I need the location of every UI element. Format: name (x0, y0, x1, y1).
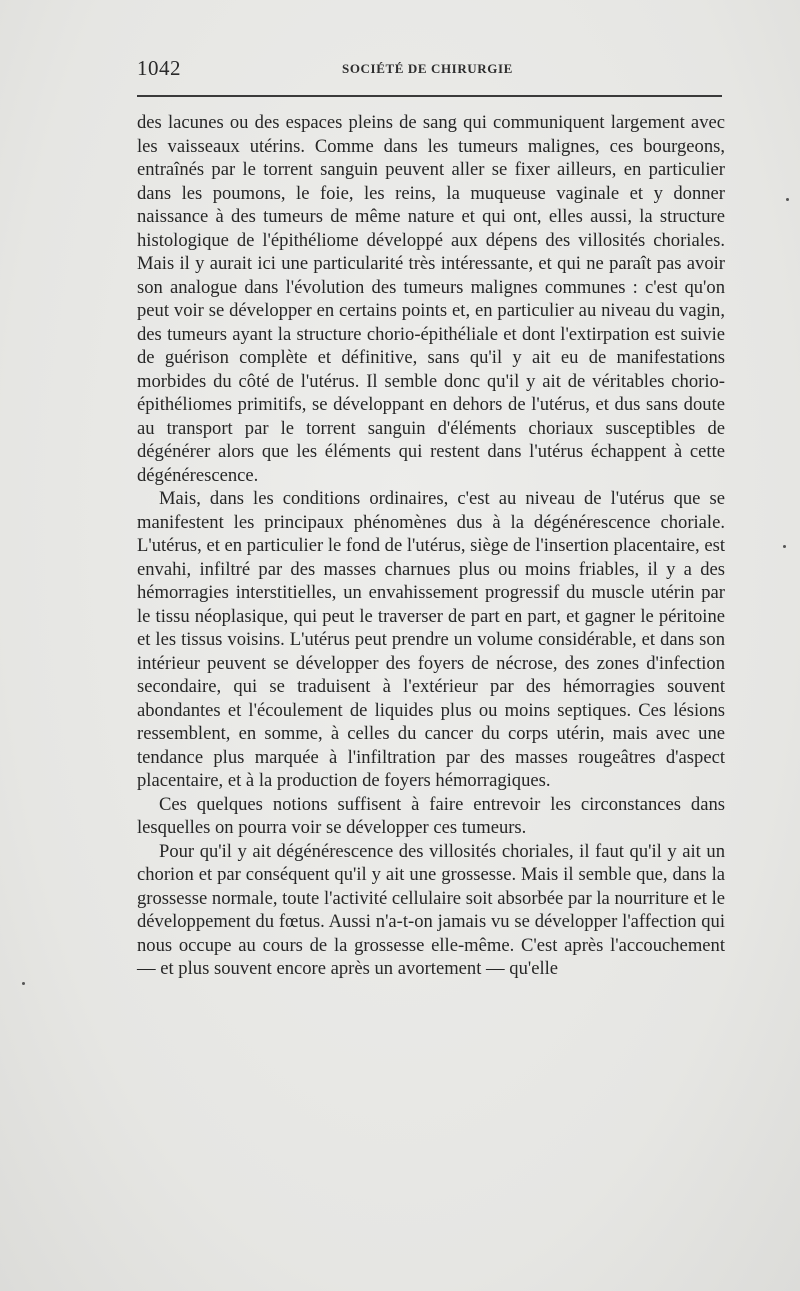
running-header (137, 56, 722, 82)
header-rule (137, 95, 722, 97)
paper-speck (22, 982, 25, 985)
paragraph-continuation: des lacunes ou des espaces pleins de sang qui communiquent largement avec les vaisseaux utérins. Comme dans les tumeurs malignes, ces bourgeons, entraînés par le torrent sanguin peuvent aller se fixer ailleurs, en particulier dans les poumons, le foie, les reins, la muqueuse vaginale et y donner naissance à des tumeurs de même nature et qui ont, elles aussi, la structure histologique de l'épithéliome développé aux dépens des villosités choriales. Mais il y aurait ici une particularité très intéressante, et qui ne paraît pas avoir son analogue dans l'évolution des tumeurs malignes communes : c'est qu'on peut voir se développer en certains points et, en particulier au niveau du vagin, des tumeurs ayant la structure chorio-épithéliale et dont l'extirpation est suivie de guérison complète et définitive, sans qu'il y ait eu de manifestations morbides du côté de l'utérus. Il semble donc qu'il y ait de véritables chorio-épithéliomes primitifs, se développant en dehors de l'utérus, et dus sans doute au transport par le torrent sanguin d'éléments choriaux susceptibles de dégénérer alors que les éléments qui restent dans l'utérus échappent à cette dégénérescence. (137, 112, 725, 486)
paragraph-notions: Ces quelques notions suffisent à faire entrevoir les circonstances dans lesquelles on pourra voir se développer ces tumeurs. (137, 793, 725, 838)
paper-speck (786, 198, 789, 201)
page-number: 1042 (137, 56, 181, 80)
paragraph-uterus: Mais, dans les conditions ordinaires, c'est au niveau de l'utérus que se manifestent les principaux phénomènes dus à la dégénérescence choriale. L'utérus, et en particulier le fond de l'utérus, siège de l'insertion placentaire, est envahi, infiltré par des masses charnues plus ou moins friables, il y a des hémorragies interstitielles, un envahissement progressif du muscle utérin par le tissu néoplasique, qui peut le traverser de part en part, et gagner le péritoine et les tissus voisins. L'utérus peut prendre un volume considérable, et dans son intérieur peuvent se développer des foyers de nécrose, des zones d'infection secondaire, qui se traduisent à l'extérieur par des hémorragies souvent abondantes et l'écoulement de liquides plus ou moins septiques. Ces lésions ressemblent, en somme, à celles du cancer du corps utérin, mais avec une tendance plus marquée à l'infiltration par des masses rougeâtres d'aspect placentaire, et à la production de foyers hémorragiques. (137, 488, 725, 791)
body-text (137, 111, 725, 981)
journal-title: SOCIÉTÉ DE CHIRURGIE (342, 61, 513, 76)
paper-speck (783, 545, 786, 548)
paragraph-pregnancy: Pour qu'il y ait dégénérescence des villosités choriales, il faut qu'il y ait un chorion et par conséquent qu'il y ait une grossesse. Mais il semble que, dans la grossesse normale, toute l'activité cellulaire soit absorbée par la nourriture et le développement du fœtus. Aussi n'a-t-on jamais vu se développer l'affection qui nous occupe au cours de la grossesse elle-même. C'est après l'accouchement — et plus souvent encore après un avortement — qu'elle (137, 840, 725, 979)
